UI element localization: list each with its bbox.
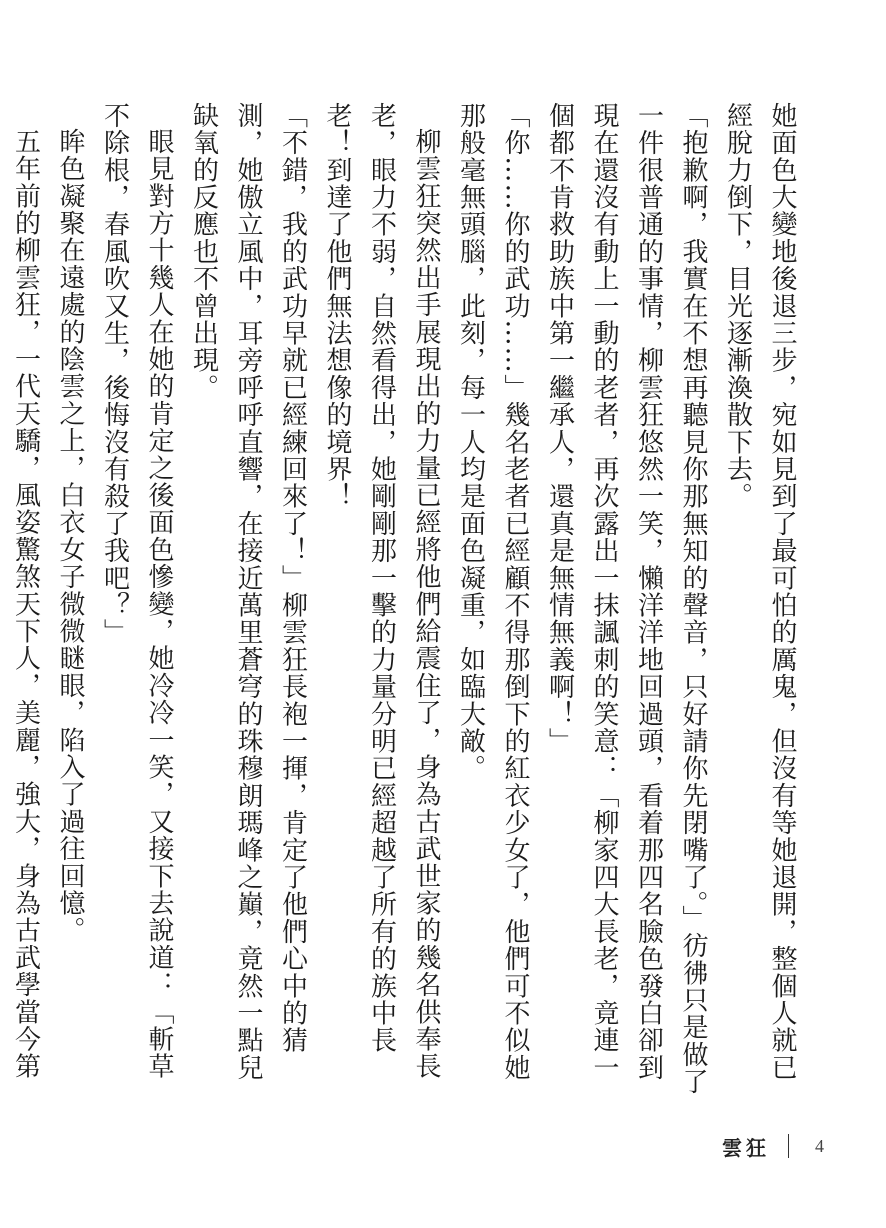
paragraph: 眼見對方十幾人在她的肯定之後面色慘變，她冷冷一笑，又接下去說道：「斬草不除根，春風吹又生，後悔沒有殺了我吧？」 bbox=[99, 102, 174, 1080]
paragraph: 她面色大變地後退三步，宛如見到了最可怕的厲鬼，但沒有等她退開，整個人就已經脫力倒下，目光逐漸渙散下去。 bbox=[722, 102, 797, 1082]
page-footer bbox=[722, 1134, 824, 1158]
footer-divider bbox=[788, 1134, 789, 1158]
book-title: 雲狂 bbox=[722, 1135, 770, 1160]
body-text bbox=[10, 102, 804, 1102]
paragraph: 「不錯，我的武功早就已經練回來了！」柳雲狂長袍一揮，肯定了他們心中的猜測，她傲立風中，耳旁呼呼直響，在接近萬里蒼穹的珠穆朗瑪峰之巔，竟然一點兒缺氧的反應也不曾出現。 bbox=[188, 102, 308, 1082]
paragraph: 五年前的柳雲狂，一代天驕，風姿驚煞天下人，美麗，強大，身為古武學當今第 bbox=[10, 128, 41, 1080]
paragraph: 眸色凝聚在遠處的陰雲之上，白衣女子微微瞇眼，陷入了過往回憶。 bbox=[55, 128, 85, 944]
paragraph: 「抱歉啊，我實在不想再聽見你那無知的聲音，只好請你先閉嘴了。」彷彿只是做了一件很普通的事情，柳雲狂悠然一笑，懶洋洋地回過頭，看着那四名臉色發白卻到現在還沒有動上一動的老者，再次露出一抹諷刺的笑意：「柳家四大長老，竟連一個都不肯救助族中第一繼承人，還真是無情無義啊！」 bbox=[544, 102, 708, 1096]
paragraph: 柳雲狂突然出手展現出的力量已經將他們給震住了，身為古武世家的幾名供奉長老，眼力不弱，自然看得出，她剛剛那一擊的力量分明已經超越了所有的族中長老！到達了他們無法想像的境界！ bbox=[322, 102, 441, 1080]
paragraph: 「你……你的武功……」幾名老者已經顧不得那倒下的紅衣少女了，他們可不似她那般毫無頭腦，此刻，每一人均是面色凝重，如臨大敵。 bbox=[455, 102, 530, 1082]
page-number: 4 bbox=[815, 1135, 824, 1156]
